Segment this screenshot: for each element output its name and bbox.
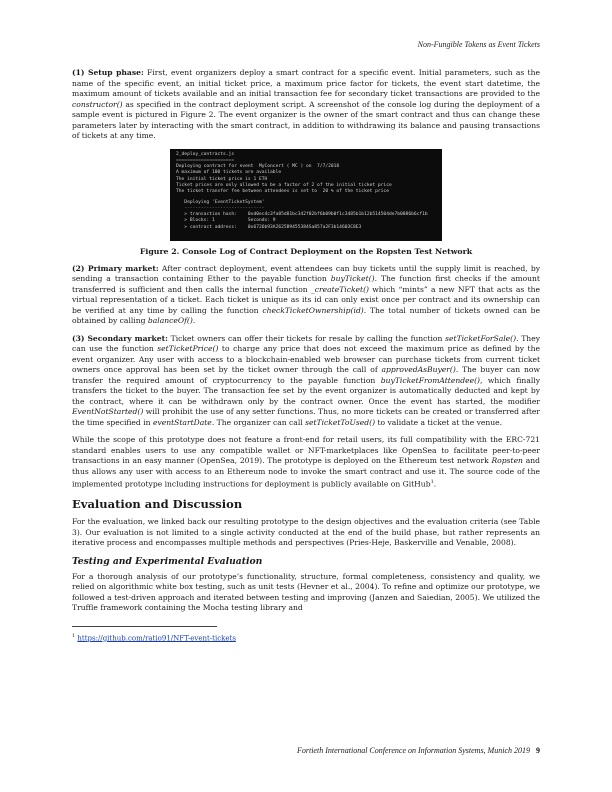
paragraph-prototype-scope: While the scope of this prototype does not feature a front-end for retail users, its full compatibility with the ERC-721 standard enables users to use any compatible wallet or NFT-marketplaces like OpenSea to facilitate peer-to-peer transactions in an easy manner (OpenSea, 2019). The prototype is deployed on the Ethereum test network Ropsten and thus allows any user with access to an Ethereum node to invoke the smart contract and use it. The source code of the implemented prototype including instructions for deployment is publicly available on GitHub$^1$. — [72, 435, 540, 489]
console-line: 2_deploy_contracts.js — [176, 151, 235, 157]
footnote-number: 1 — [72, 632, 76, 639]
subsection-heading: Testing and Experimental Evaluation — [72, 555, 263, 567]
paragraph-secondary-market: (3) Secondary market: Ticket owners can offer their tickets for resale by calling the function setTicketForSale(). They can use the function setTicketPrice() to charge any price that does not exceed the maximum price as defined by the event organizer. Any user with access to a blockchain-enabled web browser can purchase tickets from current ticket owners once approval has been set by the ticket owner through the call of approvedAsBuyer(). The buyer can now transfer the required amount of cryptocurrency to the payable function buyTicketFromAttendee(), which finally transfers the ticket to the buyer. The transaction fee set by the event organizer is automatically deducted and kept by the contract, where it can be withdrawn only by the contract owner. Once the event has started, the modifier EventNotStarted() will prohibit the use of any setter functions. Thus, no more tickets can be created or transferred after the time specified in eventStartDate. The organizer can call setTicketToUsed() to validate a ticket at the venue. — [72, 333, 540, 427]
setup-phase-lead: (1) Setup phase: — [72, 68, 144, 77]
conference-name: Fortieth International Conference on Information Systems, Munich 2019 — [296, 746, 530, 755]
code-ref: setTicketForSale() — [445, 333, 517, 343]
console-line: A maximum of 100 tickets are available — [176, 170, 282, 176]
page-footer — [297, 746, 540, 755]
console-line: ===================== — [176, 157, 235, 163]
footnote-divider — [72, 626, 217, 627]
code-ref: eventStartDate — [152, 417, 212, 427]
running-head: Non-Fungible Tokens as Event Tickets — [417, 40, 540, 49]
page-body — [72, 68, 540, 643]
paragraph-setup-phase: (1) Setup phase: First, event organizers deploy a smart contract for a specific event. Initial parameters, such as the name of the specific event, an initial ticket price, a maximum price factor for tickets, the event start datetime, the maximum amount of tickets available and an initial transaction fee for secondary ticket transactions are provided to the constructor() as specified in the contract deployment script. A screenshot of the console log during the deployment of a sample event is pictured in Figure 2. The event organizer is the owner of the smart contract and thus can change these parameters later by interacting with the smart contract, in addition to withdrawing its balance and pausing transactions of tickets at any time. — [72, 68, 540, 140]
code-ref: checkTicketOwnership(id) — [262, 305, 364, 315]
code-ref: buyTicketFromAttendee() — [380, 375, 481, 385]
code-ref: _createTicket() — [310, 284, 370, 294]
code-ref: constructor() — [72, 99, 123, 109]
console-line: The initial ticket price is 1 ETH — [176, 176, 268, 182]
footnote — [72, 632, 540, 643]
code-ref: setTicketPrice() — [157, 344, 219, 353]
paragraph-testing: For a thorough analysis of our prototype’s functionality, structure, formal completeness, consistency and quality, we relied on algorithmic white box testing, such as unit tests (Hevner et al., 2004). To refine and optimize our prototype, we followed a test-driven approach and iterated between testing and improving (Janzen and Saiedian, 2005). We utilized the Truffle framework containing the Mocha testing library and — [72, 571, 540, 613]
code-ref: EventNotStarted() — [72, 407, 144, 416]
code-ref: setTicketToUsed() — [305, 417, 376, 427]
paragraph-primary-market: (2) Primary market: After contract deployment, event attendees can buy tickets until the supply limit is reached, by sending a transaction containing Ether to the payable function buyTicket(). The function first checks if the amount transferred is sufficient and then calls the internal function _createTicket() which “mints” a new NFT that acts as the virtual representation of a ticket. Each ticket is unique as its id can only exist once per contract and its ownership can be verified at any time by calling the function checkTicketOwnership(id). The total number of tickets owned can be obtained by calling balanceOf(). — [72, 263, 541, 325]
console-log-screenshot — [170, 149, 442, 241]
console-line: > transaction hash: 0xd0ec4c3fa05d81bc342f02bf6b09b0f1c3485b1b12b514504de7b0886b6cf1b — [176, 212, 428, 218]
console-line: Ticket prices are only allowed to be a factor of 2 of the initial ticket price — [176, 182, 392, 188]
console-line: ----------------------------- — [176, 205, 265, 211]
console-line: > contract address: 0x6726b93A2625B9455384Sa857a2F3b14603C8E3 — [176, 224, 362, 230]
figure-caption: Figure 2. Console Log of Contract Deployment on the Ropsten Test Network — [139, 246, 473, 256]
page-number: 9 — [536, 746, 540, 755]
console-line: Deploying 'EventTicketSystem' — [176, 199, 265, 205]
console-line: The ticket transfer fee between attendees is set to 20 % of the ticket price — [176, 189, 389, 195]
code-ref: balanceOf() — [147, 316, 193, 325]
console-line: Deploying contract for event MyConcert ( MC ) on 7/7/2018 — [176, 164, 340, 170]
primary-market-lead: (2) Primary market: — [72, 263, 159, 273]
code-ref: approvedAsBuyer() — [381, 365, 456, 374]
console-line: > Blocks: 1 Seconds: 9 — [176, 218, 276, 224]
secondary-market-lead: (3) Secondary market: — [72, 333, 168, 343]
code-ref: Ropsten — [491, 456, 523, 465]
github-link[interactable]: https://github.com/ratio91/NFT-event-tickets — [77, 633, 236, 642]
section-heading: Evaluation and Discussion — [72, 497, 243, 512]
paragraph-evaluation: For the evaluation, we linked back our resulting prototype to the design objectives and the evaluation criteria (see Table 3). Our evaluation is not limited to a single activity conducted at the end of the build phase, but rather represents an iterative process and encompasses multiple methods and perspectives (Pries-Heje, Baskerville and Venable, 2008). — [72, 517, 540, 548]
footnote-marker[interactable]: 1 — [430, 479, 434, 485]
code-ref: buyTicket() — [330, 274, 375, 283]
